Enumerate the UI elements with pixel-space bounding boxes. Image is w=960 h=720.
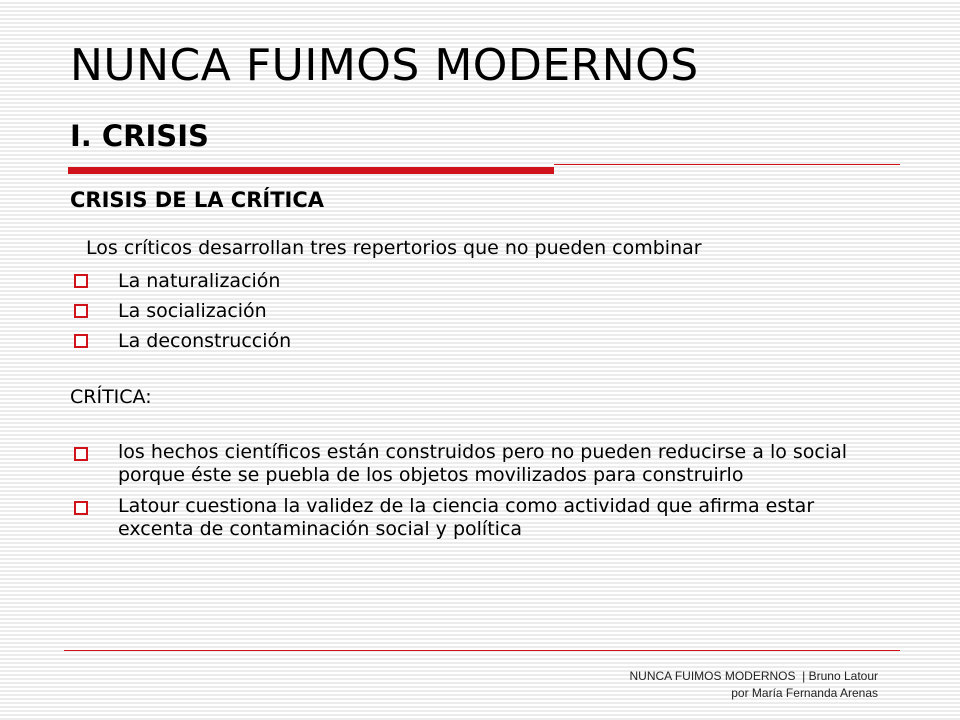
repertorios-list bbox=[70, 268, 870, 358]
hollow-square-bullet-icon bbox=[74, 447, 88, 461]
hollow-square-bullet-icon bbox=[74, 304, 88, 318]
footer-divider bbox=[64, 650, 900, 651]
intro-text: Los críticos desarrollan tres repertorios que no pueden combinar bbox=[86, 237, 702, 259]
section-title: I. CRISIS bbox=[70, 119, 209, 153]
list-item-text: La deconstrucción bbox=[118, 330, 292, 352]
list-item bbox=[70, 298, 870, 325]
list-item-text: los hechos científicos están construidos pero no pueden reducirse a lo social porque éste se puebla de los objetos movilizados para construirlo bbox=[118, 441, 848, 486]
slide-footer bbox=[629, 668, 878, 702]
list-item bbox=[70, 441, 870, 487]
accent-bar bbox=[68, 167, 554, 174]
critica-label: CRÍTICA: bbox=[70, 386, 152, 408]
accent-line bbox=[554, 164, 900, 165]
list-item bbox=[70, 268, 870, 295]
slide-subtitle: CRISIS DE LA CRÍTICA bbox=[70, 188, 324, 212]
footer-line-2: por María Fernanda Arenas bbox=[731, 686, 878, 700]
footer-line-1: NUNCA FUIMOS MODERNOS | Bruno Latour bbox=[629, 669, 878, 683]
list-item-text: La naturalización bbox=[118, 270, 281, 292]
hollow-square-bullet-icon bbox=[74, 274, 88, 288]
hollow-square-bullet-icon bbox=[74, 501, 88, 515]
list-item bbox=[70, 328, 870, 355]
list-item-text: La socialización bbox=[118, 300, 267, 322]
hollow-square-bullet-icon bbox=[74, 334, 88, 348]
slide-title: NUNCA FUIMOS MODERNOS bbox=[70, 40, 699, 91]
list-item-text: Latour cuestiona la validez de la ciencia como actividad que afirma estar excenta de contaminación social y política bbox=[118, 495, 815, 540]
list-item bbox=[70, 495, 870, 541]
critica-list bbox=[70, 441, 870, 549]
